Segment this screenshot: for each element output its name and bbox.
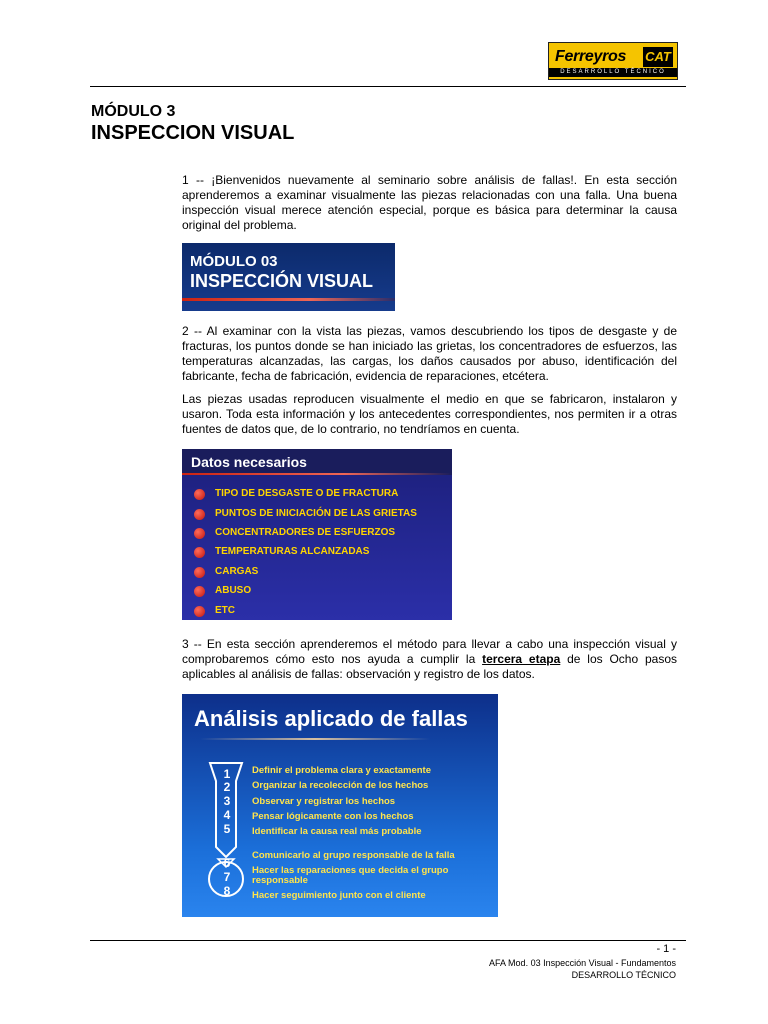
slide3-title: Análisis aplicado de fallas: [194, 706, 468, 731]
step-label: Pensar lógicamente con los hechos: [252, 811, 414, 822]
bullet-icon: [194, 489, 205, 500]
step-label: Definir el problema clara y exactamente: [252, 765, 431, 776]
list-item-label: ETC: [215, 605, 235, 616]
list-item-label: TEMPERATURAS ALCANZADAS: [215, 546, 370, 557]
list-item-label: CARGAS: [215, 566, 259, 577]
list-item-label: TIPO DE DESGASTE O DE FRACTURA: [215, 488, 399, 499]
paragraph-4-end: de los Ocho pasos aplicables al análisis de fallas: observación y registro de los datos.: [182, 652, 677, 681]
step-label: Hacer seguimiento junto con el cliente: [252, 890, 426, 901]
module-label: MÓDULO 3: [91, 103, 176, 120]
slide2-underline: [182, 473, 452, 475]
slide-datos-necesarios: [182, 449, 452, 620]
logo-cat: CAT: [643, 47, 673, 67]
paragraph-4: [182, 637, 677, 682]
slide3-underline: [200, 738, 430, 740]
bullet-icon: [194, 528, 205, 539]
emphasis-tercera-etapa: tercera etapa: [482, 652, 561, 666]
paragraph-2: 2 -- Al examinar con la vista las piezas, vamos descubriendo los tipos de desgaste y de fracturas, los puntos donde se han iniciado las grietas, los concentradores de esfuerzos, las temperaturas alcanzadas, las cargas, los daños causados por abuso, identificación del fabricante, fecha de fabricación, evidencia de reparaciones, etcétera.: [182, 324, 677, 383]
step-label: Comunicarlo al grupo responsable de la falla: [252, 850, 455, 861]
footer-department: DESARROLLO TÉCNICO: [571, 970, 676, 980]
list-item-label: ABUSO: [215, 585, 252, 596]
step-number: 4: [223, 808, 231, 822]
bullet-icon: [194, 547, 205, 558]
bullet-icon: [194, 586, 205, 597]
step-number: 6: [223, 856, 231, 870]
slide2-title: Datos necesarios: [191, 454, 307, 470]
step-number: 3: [223, 794, 231, 808]
logo-subtitle: DESARROLLO TÉCNICO: [549, 68, 677, 77]
footer-divider: [90, 940, 686, 941]
step-label: Hacer las reparaciones que decida el grupo responsable: [252, 865, 449, 886]
step-label: Observar y registrar los hechos: [252, 796, 396, 807]
page-number: - 1 -: [656, 943, 676, 955]
logo-brand: Ferreyros: [555, 48, 627, 65]
bullet-icon: [194, 606, 205, 617]
step-number: 7: [223, 870, 231, 884]
bullet-icon: [194, 509, 205, 520]
bullet-icon: [194, 567, 205, 578]
ferreyros-cat-logo: [548, 42, 678, 80]
list-item-label: PUNTOS DE INICIACIÓN DE LAS GRIETAS: [215, 508, 417, 519]
slide1-module: MÓDULO 03: [190, 253, 278, 270]
paragraph-1: 1 -- ¡Bienvenidos nuevamente al seminario sobre análisis de fallas!. En esta sección aprenderemos a examinar visualmente las piezas relacionadas con una falla. Una buena inspección visual merece atención especial, porque es básica para determinar la causa original del problema.: [182, 173, 677, 232]
step-number: 5: [223, 822, 231, 836]
step-label: Organizar la recolección de los hechos: [252, 780, 429, 791]
paragraph-4-start: 3 -- En esta sección aprenderemos el método para llevar a cabo una inspección visual y comprobaremos cómo esto nos ayuda a cumplir la: [182, 637, 677, 666]
step-label: Identificar la causa real más probable: [252, 826, 422, 837]
paragraph-3: Las piezas usadas reproducen visualmente el medio en que se fabricaron, instalaron y usaron. Toda esta información y los antecedentes correspondientes, nos permiten ir a otras fuentes de datos que, de lo contrario, no tendríamos en cuenta.: [182, 392, 677, 436]
list-item-label: CONCENTRADORES DE ESFUERZOS: [215, 527, 396, 538]
page-title: INSPECCION VISUAL: [91, 122, 295, 144]
slide1-title: INSPECCIÓN VISUAL: [190, 271, 374, 291]
slide-analisis-aplicado: [182, 694, 498, 917]
footer-document: AFA Mod. 03 Inspección Visual - Fundamentos: [489, 958, 676, 968]
header-divider: [90, 86, 686, 87]
step-number: 8: [223, 884, 231, 898]
slide1-underline: [182, 298, 395, 301]
slide-module-title: [182, 243, 395, 311]
step-number: 1: [223, 767, 231, 781]
step-number: 2: [223, 780, 231, 794]
